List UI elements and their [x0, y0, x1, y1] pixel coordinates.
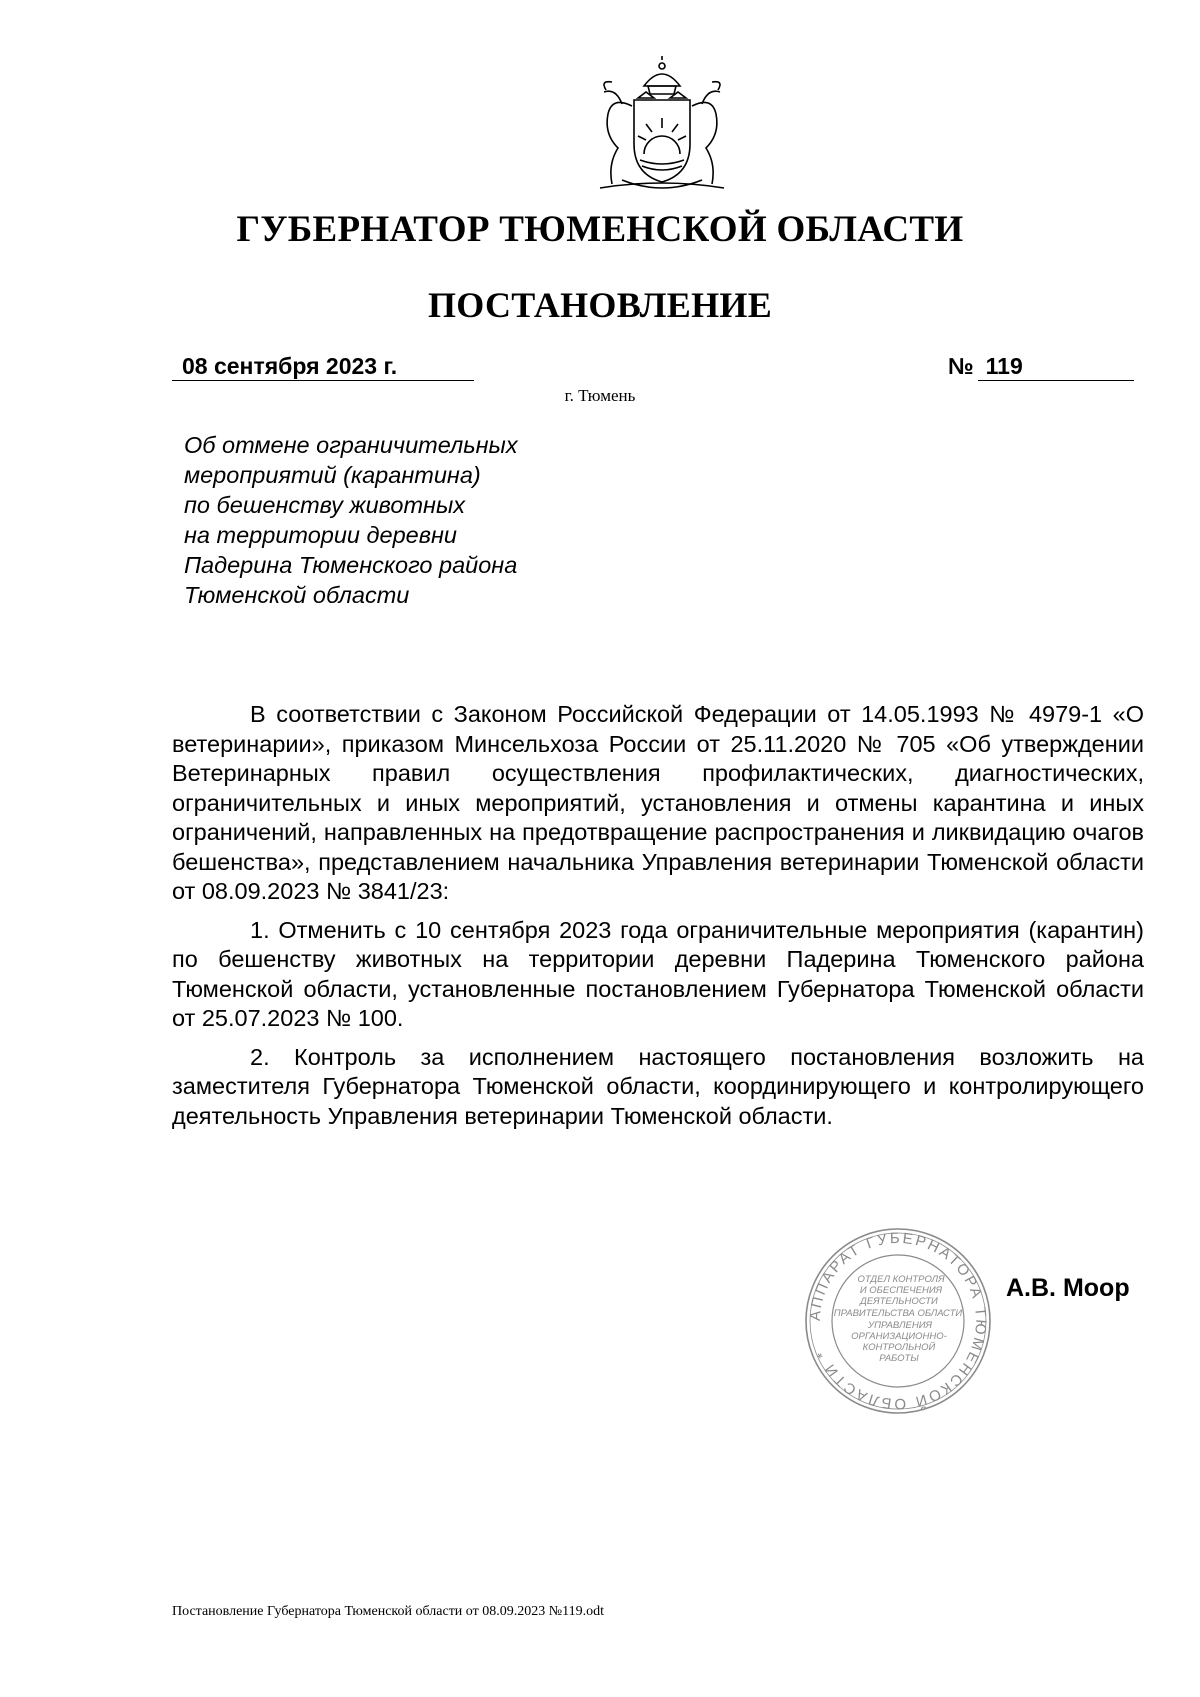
stamp-inner-line: ОРГАНИЗАЦИОННО- — [851, 1331, 947, 1342]
subject-line: Об отмене ограничительных — [184, 432, 518, 458]
signer-name: А.В. Моор — [1006, 1274, 1130, 1302]
clause-2-paragraph: 2. Контроль за исполнением настоящего постановления возложить на заместителя Губернатора Тюменской области, координирующего и контролирующего деятельность Управления ветеринарии Тюменской области. — [172, 1043, 1144, 1129]
official-stamp — [803, 1226, 993, 1416]
document-date: 08 сентября 2023 г. — [172, 352, 474, 381]
subject-line: на территории деревни — [184, 522, 457, 548]
document-subject — [184, 430, 604, 610]
stamp-inner-line: ПРАВИТЕЛЬСТВА ОБЛАСТИ — [833, 1308, 963, 1319]
coat-of-arms-emblem — [582, 56, 742, 196]
issuer-title: ГУБЕРНАТОР ТЮМЕНСКОЙ ОБЛАСТИ — [236, 209, 964, 250]
subject-line: Падерина Тюменского района — [184, 552, 518, 578]
preamble-paragraph: В соответствии с Законом Российской Федерации от 14.05.1993 № 4979-1 «О ветеринарии», приказом Минсельхоза России от 25.11.2020 № 705 «Об утверждении Ветеринарных правил осуществления профилактических, диагностических, ограничительных и иных мероприятий, установления и отмены карантина и иных ограничений, направленных на предотвращение распространения и ликвидацию очагов бешенства», представлением начальника Управления ветеринарии Тюменской области от 08.09.2023 № 3841/23: — [172, 701, 1144, 904]
stamp-inner-line: КОНТРОЛЬНОЙ — [862, 1342, 936, 1353]
number-sign: № — [948, 353, 974, 379]
subject-line: Тюменской области — [184, 582, 410, 608]
clause-1-paragraph: 1. Отменить с 10 сентября 2023 года ограничительные мероприятия (карантин) по бешенству животных на территории деревни Падерина Тюменского района Тюменской области, установленные постановлением Губернатора Тюменской области от 25.07.2023 № 100. — [172, 916, 1144, 1031]
document-body — [172, 700, 1144, 1131]
footer-file-note: Постановление Губернатора Тюменской области от 08.09.2023 №119.odt — [172, 1604, 604, 1619]
document-number: 119 — [978, 352, 1134, 381]
subject-line: по бешенству животных — [184, 492, 466, 518]
stamp-inner-line: РАБОТЫ — [879, 1353, 919, 1364]
stamp-inner-line: ДЕЯТЕЛЬНОСТИ — [860, 1296, 938, 1307]
stamp-inner-line: И ОБЕСПЕЧЕНИЯ — [859, 1285, 943, 1296]
stamp-inner-line: УПРАВЛЕНИЯ — [868, 1320, 932, 1331]
document-city: г. Тюмень — [564, 386, 636, 405]
document-type: ПОСТАНОВЛЕНИЕ — [427, 285, 773, 325]
stamp-inner-line: ОТДЕЛ КОНТРОЛЯ — [857, 1274, 945, 1285]
subject-line: мероприятий (карантина) — [184, 462, 481, 488]
document-number-block — [948, 352, 1134, 381]
stamp-ring-text: АППАРАТ ГУБЕРНАТОРА ТЮМЕНСКОЙ ОБЛАСТИ * — [806, 1229, 990, 1413]
